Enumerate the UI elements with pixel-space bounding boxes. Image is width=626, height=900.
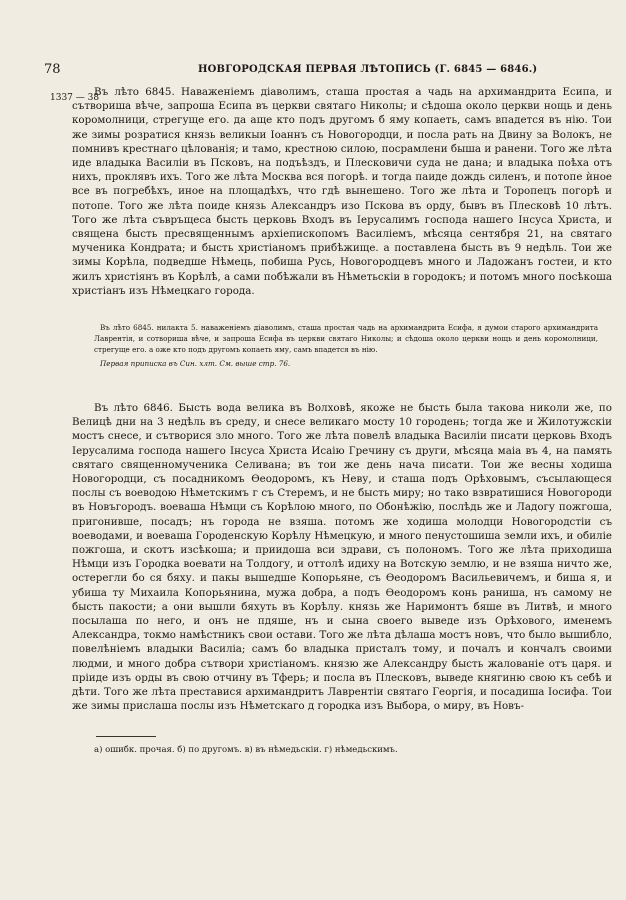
- page-number: 78: [44, 62, 61, 77]
- margin-year-range: 1337 — 38: [50, 93, 100, 103]
- entry-6845-text: Въ лѣто 6845. Наваженiемъ дiаволимъ, сташа простая а чадь на архимандрита Есипа, и сътвориша вѣче, запроша Есипа въ церкви святаго Николы; и сѣдоша около церкви нощь и день коромолници, стрегуще его. да аще кто подъ другомъ б яму копаеть, самъ впадется въ нію. Тои же зимы розратися князь великыи Іоаннъ съ Новогородци, и посла рать на Двину за Волокъ, не помнивъ крестнаго цѣлованiя; и тамо, крестною силою, посрамлени быша и ранени. Того же лѣта иде владыка Василiи въ Псковъ, на подъѣздъ, и Плесковичи суда не дана; и владыка поѣха отъ нихъ, проклявъ ихъ. Того же лѣта Москва вся погорѣ. и тогда паиде дождь силенъ, и потопе ѝное все въ погребѣхъ, иное на площадѣхъ, что гдѣ вынешено. Того же лѣта и Торопецъ погорѣ и потопе. Того же лѣта поиде князь Александръ изо Пскова въ орду, бывъ въ Плесковѣ 10 лѣтъ. Того же лѣта съвръщеса бысть церковь Входъ въ Іерусалимъ господа нашего Інсуса Христа, и священа бысть пресвященнымъ архiепископомъ Василiемъ, мѣсяца сентября 21, на святаго мученика Кондрата; и бысть христiаномъ прибѣжище. а поставлена бысть въ 9 недѣль. Тои же зимы Корѣла, подведше Нѣмець, побиша Русь, Новогородцевъ много и Ладожанъ гостеи, и кто жилъ христiянъ въ Корѣлѣ, а сами побѣжали въ Нѣметьскiи в городокъ; и потомъ много посѣкоша христiанъ изъ Нѣмецкаго города.: [72, 86, 612, 297]
- running-title: НОВГОРОДСКАЯ ПЕРВАЯ ЛѢТОПИСЬ (Г. 6845 — 6846.): [198, 64, 538, 75]
- chronicle-entry-6846: [72, 401, 612, 713]
- variant-reading-block: [94, 322, 598, 369]
- footnote-divider: [96, 736, 156, 737]
- variant-reading-text: Въ лѣто 6845. нилакта 5. наваженiемъ дiаволимъ, сташа простая чадь на архимандрита Есифа, я думои старого архимандрита Лаврентiя, и сотвориша вѣче, и запроша Есифа въ церкви святаго Николы; и сѣдоша около церкви нощь и день коромолници, стрегуще его. а оже кто подъ другомъ копаеть яму, самъ впадется въ нію.: [94, 323, 598, 354]
- chronicle-entry-6845: [72, 85, 612, 298]
- footnotes: а) ошибк. прочая. б) по другомъ. в) въ нѣмедьскiи. г) нѣмедьскимъ.: [94, 745, 398, 755]
- entry-6846-text: Въ лѣто 6846. Бысть вода велика въ Волховѣ, якоже не бысть была такова николи же, по Велицѣ дни на 3 недѣль въ среду, и снесе великаго мосту 10 городень; тогда же и Жилотужскiи мостъ снесе, и сътворися зло много. Того же лѣта повелѣ владыка Василiи писати церковь Входъ Іерусалима господа нашего Інсуса Христа Исаiю Гречину съ други, мѣсяца маiа въ 4, на память святаго священномученика Селивана; въ тои же день нача писати. Тои же весны ходиша Новогородци, съ посадникомъ Ѳеодоромъ, къ Неву, и сташа подъ Орѣховымъ, съсылающеся послы съ воеводою Нѣметскимъ г съ Стеремъ, и не бысть миру; но тако взвратишися Новогороди въ Новъгородъ. воеваша Нѣмци съ Корѣлою много, по Обонѣжiю, послѣдь же и Ладогу пожгоша, пригонивше, посадъ; нъ города не взяша. потомъ же ходиша молодци Новогородстiи съ воеводами, и воеваша Городенскую Корѣлу Нѣмецкую, и много пенустошиша земли ихъ, и обилiе пожгоша, и скотъ изсѣкоша; и приидоша вси здрави, съ полономъ. Того же лѣта приходиша Нѣмци изъ Городка воевати на Толдогу, и оттолѣ идиху на Вотскую землю, и не взяша ничто же, остерегли бо ся бяху. и пакы вышедше Копорьяне, съ Ѳеодоромъ Васильевичемъ, и биша я, и убиша ту Михаила Копорьянина, мужа добра, а подъ Ѳеодоромъ конь раниша, нъ самому не бысть пакости; а они вышли бяхуть въ Корѣлу. князь же Наримонтъ бяше въ Литвѣ, и много посылаша по него, и онъ не пдяше, нъ и сына своего выведе изъ Орѣхового, именемъ Александра, токмо намѣстникъ свои остави. Того же лѣта дѣлаша мостъ новъ, что было вышибло, повелѣнiемъ владыки Василiа; самъ бо владыка присталъ тому, и почалъ и кончалъ своими людми, и много добра сътвори христiаномъ. князю же Александру бысть жалованiе отъ царя. и прiиде изъ орды въ свою отчину въ Тферь; и посла въ Плесковъ, выведе княгиню свою къ себѣ и дѣти. Того же лѣта преставися архимандритъ Лаврентiи святаго Георгiя, и посадиша Іосифа. Тои же зимы прислаша послы изъ Нѣметскаго д городка изъ Выбора, о миру, въ Новъ-: [72, 402, 613, 713]
- variant-source-note: Первая приписка въ Син. хлт. См. выше стр. 76.: [100, 359, 291, 368]
